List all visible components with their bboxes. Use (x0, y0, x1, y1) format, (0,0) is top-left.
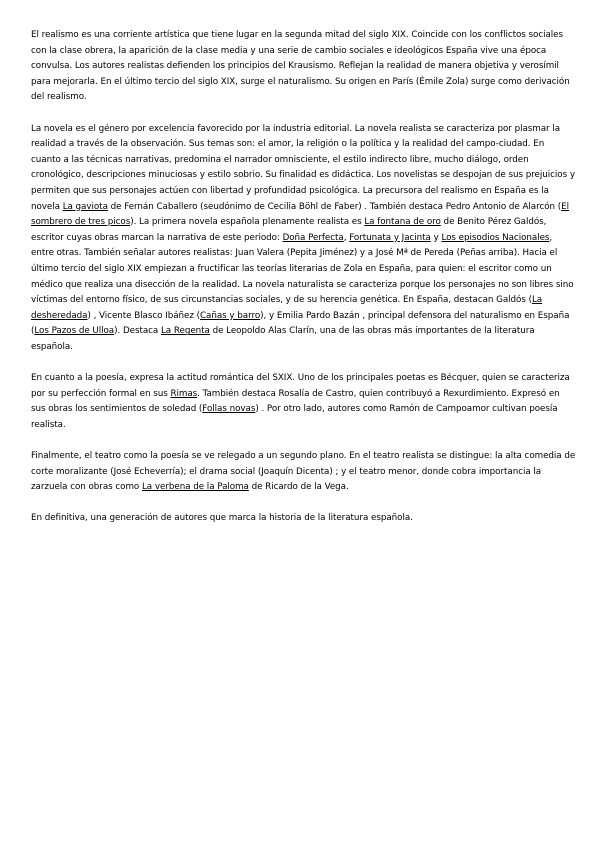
paragraph-text: y (430, 232, 442, 243)
work-title: Rimas (170, 388, 198, 399)
work-title: La gaviota (62, 201, 108, 212)
paragraph-text: ), y Emilia Pardo Bazán , principal defensora del naturalismo en España ( (31, 310, 570, 337)
document-page (31, 28, 576, 543)
paragraph-5 (31, 511, 576, 527)
work-title: La verbena de la Paloma (141, 482, 249, 493)
paragraph-4 (31, 449, 576, 496)
paragraph-text: La novela es el género por excelencia favorecido por la industria editorial. La novela realista se caracteriza por plasmar la realidad a través de la observación. Sus temas son: el amor, la religión o la política y la realidad del campo-ciudad. En cuanto a las técnicas narrativas, predomina el narrador omnisciente, el estilo indirecto libre, mucho diálogo, orden cronológico, descripciones minuciosas y estilo sobrio. Su finalidad es didáctica. Los novelistas se despojan de sus prejuicios y permiten que sus personajes actúen con libertad y profundidad psicológica. La precursora del realismo en España es la novela (31, 123, 575, 212)
paragraph-text: de Leopoldo Alas Clarín, una de las obras más importantes de la literatura española. (31, 326, 535, 352)
paragraph-text: , (343, 232, 350, 243)
paragraph-text: de Fernán Caballero (seudónimo de Cecilia Böhl de Faber) . También destaca Pedro Antonio de Alarcón ( (107, 201, 562, 212)
work-title: La Regenta (160, 326, 210, 337)
work-title: El sombrero de tres picos (31, 201, 569, 228)
work-title: La fontana de oro (364, 217, 441, 228)
paragraph-text: ). Destaca (114, 326, 161, 337)
paragraph-text: de Ricardo de la Vega. (248, 482, 349, 493)
work-title: Fortunata y Jacinta (349, 232, 431, 243)
paragraph-text: , entre otras. También señalar autores realistas: Juan Valera (Pepita Jiménez) y a José Mª de Pereda (Peñas arriba). Hacia el último tercio del siglo XIX empiezan a fructificar las teorías literarias de Zola en España, para quien: el escritor como un médico que realiza una disección de la realidad. La novela naturalista se caracteriza porque los personajes no son libres sino víctimas del entorno físico, de sus circunstancias sociales, y de su herencia genética. En España, destacan Galdós ( (31, 232, 574, 306)
paragraph-1 (31, 28, 576, 106)
paragraph-text: En cuanto a la poesía, expresa la actitud romántica del SXIX. Uno de los principales poetas es Bécquer, quien se caracteriza por su perfección formal en sus (31, 373, 570, 399)
work-title: La desheredada (31, 295, 543, 321)
work-title: Los episodios Nacionales (441, 232, 550, 243)
paragraph-3 (31, 371, 576, 433)
paragraph-text: ). La primera novela española plenamente realista es (130, 217, 365, 228)
paragraph-2 (31, 122, 576, 356)
work-title: Doña Perfecta (282, 232, 344, 243)
paragraph-text: ) . Por otro lado, autores como Ramón de Campoamor cultivan poesía realista. (31, 404, 558, 430)
paragraph-text: . También destaca Rosalía de Castro, quien contribuyó a Rexurdimiento. Expresó en sus obras los sentimientos de soledad ( (31, 388, 560, 415)
paragraph-text: ) , Vicente Blasco Ibáñez ( (87, 310, 200, 321)
paragraph-text: El realismo es una corriente artística que tiene lugar en la segunda mitad del siglo XIX. Coincide con los conflictos sociales con la clase obrera, la aparición de la clase media y una serie de cambio sociales e ideológicos España vive una época convulsa. Los autores realistas defienden los principios del Krausismo. Reflejan la realidad de manera objetiva y verosímil para mejorarla. En el último tercio del siglo XIX, surge el naturalismo. Su origen en París (Émile Zola) surge como derivación del realismo. (31, 30, 570, 103)
work-title: Follas novas (202, 404, 256, 415)
paragraph-text: Finalmente, el teatro como la poesía se ve relegado a un segundo plano. En el teatro realista se distingue: la alta comedia de corte moralizante (José Echeverría); el drama social (Joaquín Dicenta) ; y el teatro menor, donde cobra importancia la zarzuela con obras como (31, 451, 576, 493)
paragraph-text: de Benito Pérez Galdós, escritor cuyas obras marcan la narrativa de este periodo: (31, 217, 547, 243)
work-title: Cañas y barro (199, 310, 261, 321)
work-title: Los Pazos de Ulloa (34, 326, 115, 337)
paragraph-text: En definitiva, una generación de autores que marca la historia de la literatura española. (31, 513, 413, 524)
